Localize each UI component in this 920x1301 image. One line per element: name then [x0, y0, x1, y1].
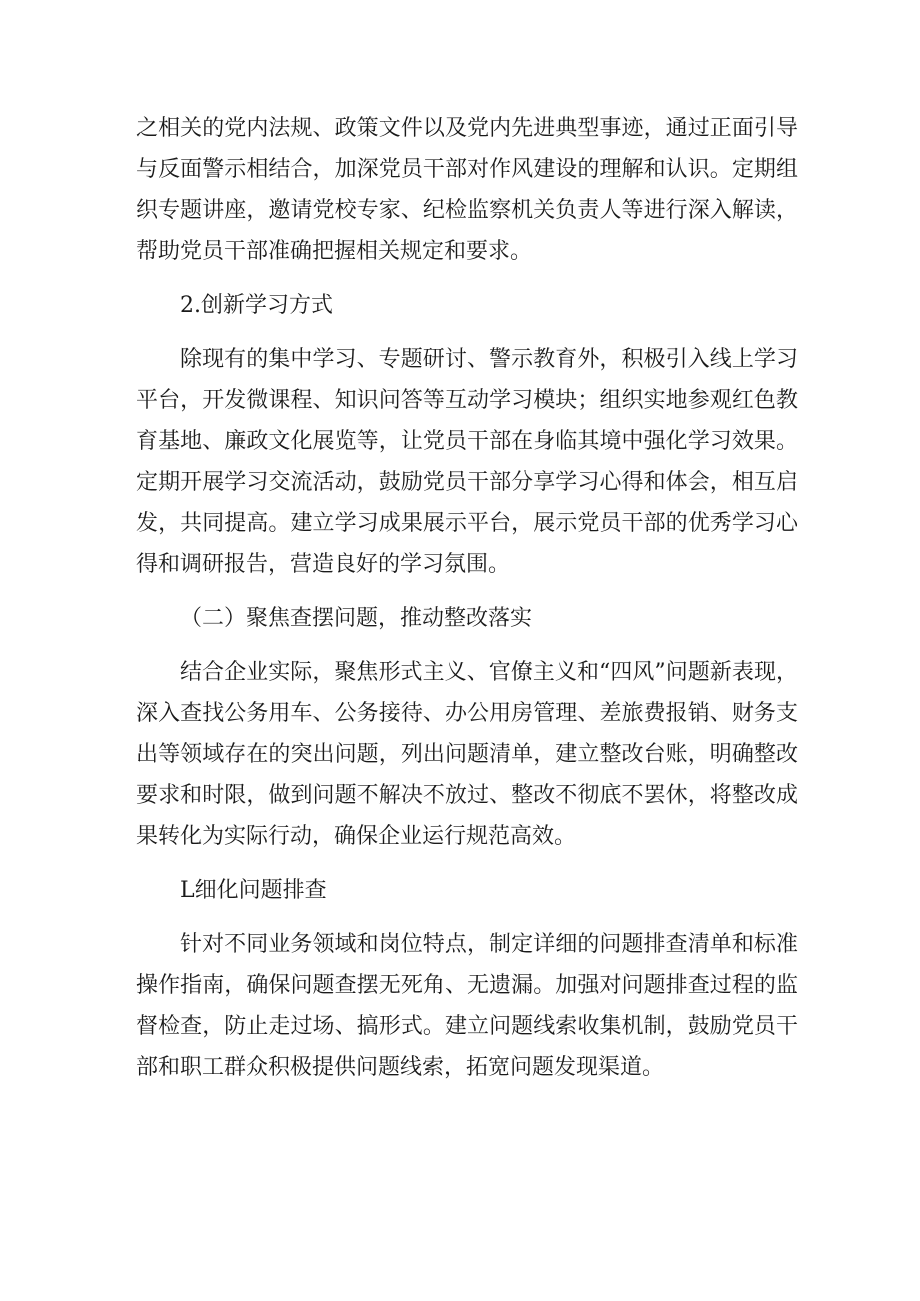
section-heading-innovate-learning: 2.创新学习方式	[180, 293, 333, 318]
paragraph-continuation: 之相关的党内法规、政策文件以及党内先进典型事迹，通过正面引导与反面警示相结合，加深党员干部对作风建设的理解和认识。定期组织专题讲座，邀请党校专家、纪检监察机关负责人等进行深入解读，帮助党员干部准确把握相关规定和要求。	[136, 116, 798, 264]
section-heading-focus-problems: （二）聚焦查摆问题，推动整改落实	[180, 606, 533, 631]
paragraph-problem-focus: 结合企业实际，聚焦形式主义、官僚主义和“四风”问题新表现，深入查找公务用车、公务接待、办公用房管理、差旅费报销、财务支出等领域存在的突出问题，列出问题清单，建立整改台账，明确整改要求和时限，做到问题不解决不放过、整改不彻底不罢休，将整改成果转化为实际行动，确保企业运行规范高效。	[136, 660, 798, 849]
paragraph-learning-methods: 除现有的集中学习、专题研讨、警示教育外，积极引入线上学习平台，开发微课程、知识问答等互动学习模块；组织实地参观红色教育基地、廉政文化展览等，让党员干部在身临其境中强化学习效果。定期开展学习交流活动，鼓励党员干部分享学习心得和体会，相互启发，共同提高。建立学习成果展示平台，展示党员干部的优秀学习心得和调研报告，营造良好的学习氛围。	[136, 347, 798, 577]
section-heading-refine-screening: L细化问题排查	[180, 878, 327, 903]
paragraph-problem-screening: 针对不同业务领域和岗位特点，制定详细的问题排查清单和标准操作指南，确保问题查摆无死角、无遗漏。加强对问题排查过程的监督检查，防止走过场、搞形式。建立问题线索收集机制，鼓励党员干部和职工群众积极提供问题线索，拓宽问题发现渠道。	[136, 932, 798, 1080]
document-body	[136, 108, 798, 1101]
